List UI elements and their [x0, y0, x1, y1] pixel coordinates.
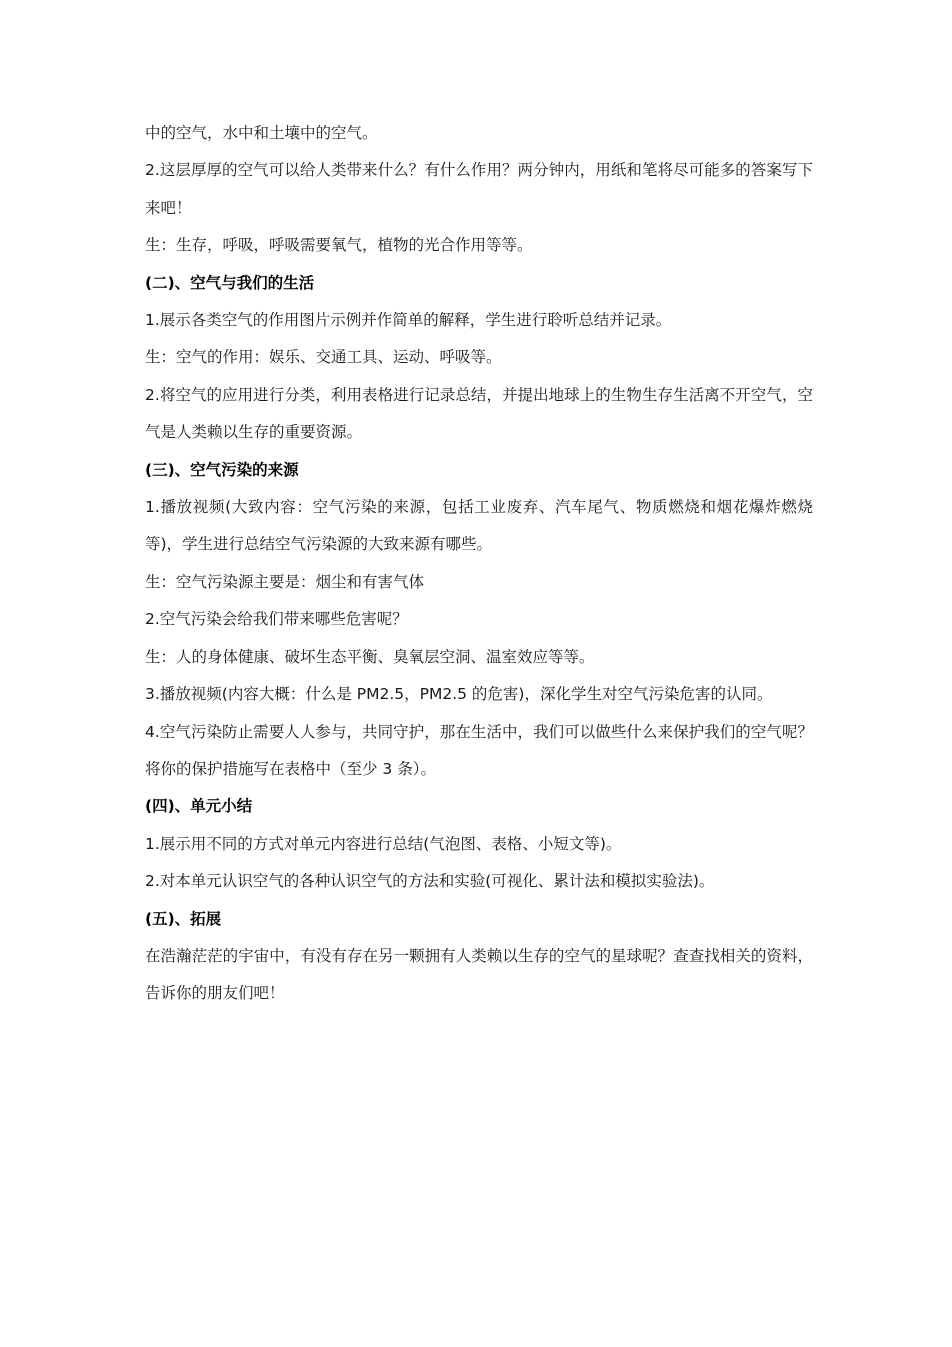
section-heading-air-and-life: (二)、空气与我们的生活 — [145, 273, 315, 292]
document-body — [145, 115, 813, 1013]
paragraph-protection-measures: 4.空气污染防止需要人人参与，共同守护，那在生活中，我们可以做些什么来保护我们的空气呢？将你的保护措施写在表格中（至少 3 条）。 — [145, 722, 813, 778]
section-heading-extension: (五)、拓展 — [145, 909, 222, 928]
paragraph-extension-task: 在浩瀚茫茫的宇宙中，有没有存在另一颗拥有人类赖以生存的空气的星球呢？查查找相关的资料，告诉你的朋友们吧！ — [145, 946, 813, 1003]
paragraph-student-answer-1: 生：生存，呼吸，呼吸需要氧气，植物的光合作用等等。 — [145, 236, 533, 255]
paragraph-pollution-harm-question: 2.空气污染会给我们带来哪些危害呢？ — [145, 610, 408, 629]
section-heading-pollution-sources: (三)、空气污染的来源 — [145, 460, 299, 479]
paragraph-summary-methods: 1.展示用不同的方式对单元内容进行总结(气泡图、表格、小短文等)。 — [145, 834, 622, 853]
paragraph-show-pictures: 1.展示各类空气的作用图片示例并作简单的解释，学生进行聆听总结并记录。 — [145, 311, 672, 330]
paragraph-student-answer-2: 生：空气的作用：娱乐、交通工具、运动、呼吸等。 — [145, 348, 502, 367]
paragraph-intro-tail: 中的空气，水中和土壤中的空气。 — [145, 124, 378, 142]
paragraph-student-answer-3: 生：空气污染源主要是：烟尘和有害气体 — [145, 572, 425, 591]
paragraph-question-air-use: 2.这层厚厚的空气可以给人类带来什么？有什么作用？两分钟内，用纸和笔将尽可能多的答案写下来吧！ — [145, 161, 813, 217]
paragraph-play-video-2: 3.播放视频(内容大概：什么是 PM2.5，PM2.5 的危害)，深化学生对空气污染危害的认同。 — [145, 685, 773, 704]
paragraph-play-video-1: 1.播放视频(大致内容：空气污染的来源，包括工业废弃、汽车尾气、物质燃烧和烟花爆炸燃烧等)，学生进行总结空气污染源的大致来源有哪些。 — [145, 498, 813, 554]
section-heading-unit-summary: (四)、单元小结 — [145, 797, 253, 816]
paragraph-student-answer-4: 生：人的身体健康、破坏生态平衡、臭氧层空洞、温室效应等等。 — [145, 647, 595, 666]
paragraph-experiments: 2.对本单元认识空气的各种认识空气的方法和实验(可视化、累计法和模拟实验法)。 — [145, 872, 715, 891]
paragraph-classify-uses: 2.将空气的应用进行分类，利用表格进行记录总结，并提出地球上的生物生存生活离不开空气，空气是人类赖以生存的重要资源。 — [145, 385, 813, 442]
